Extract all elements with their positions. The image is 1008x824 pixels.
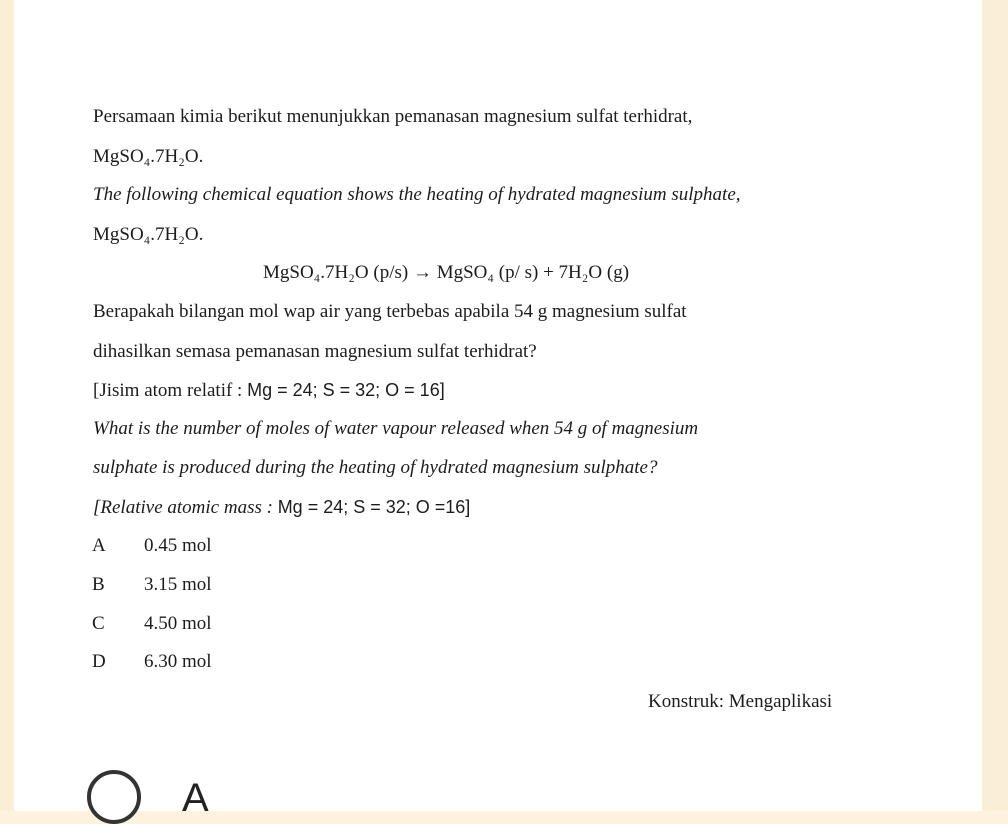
question-english-line1: What is the number of moles of water vapour released when 54 g of magnesium <box>93 418 699 439</box>
option-letter: D <box>92 651 106 672</box>
question-malay-line1: Berapakah bilangan mol wap air yang terbebas apabila 54 g magnesium sulfat <box>93 301 687 322</box>
option-letter: A <box>92 535 106 556</box>
intro-malay-formula: MgSO₄.7H₂O. <box>93 146 204 167</box>
equation-right-1: MgSO₄ <box>436 262 495 283</box>
equation-right-2: (p/ s) <box>494 262 544 283</box>
chemical-equation <box>263 262 629 284</box>
intro-english-formula: MgSO₄.7H₂O. <box>93 224 204 245</box>
intro-malay: Persamaan kimia berikut menunjukkan pemanasan magnesium sulfat terhidrat, <box>93 106 693 127</box>
relative-mass-malay-label: [Jisim atom relatif : <box>93 380 248 401</box>
relative-mass-malay-values: Mg = 24; S = 32; O = 16] <box>247 380 445 400</box>
option-d <box>92 651 212 673</box>
relative-mass-english <box>93 496 470 519</box>
answer-radio-button[interactable] <box>87 770 141 824</box>
question-english-line2: sulphate is produced during the heating of hydrated magnesium sulphate? <box>93 457 658 478</box>
arrow-icon: → <box>412 262 432 283</box>
option-text: 6.30 mol <box>144 651 212 672</box>
relative-mass-english-label: [Relative atomic mass : <box>93 497 278 518</box>
equation-left: MgSO₄.7H₂O (p/s) <box>263 262 409 283</box>
option-text: 0.45 mol <box>144 535 212 556</box>
option-text: 4.50 mol <box>144 613 212 634</box>
answer-choice-label[interactable]: A <box>182 776 209 820</box>
left-margin-band <box>0 0 14 811</box>
equation-right-3: + 7H₂O (g) <box>543 262 630 283</box>
option-b <box>92 574 212 596</box>
question-malay-line2: dihasilkan semasa pemanasan magnesium sulfat terhidrat? <box>93 341 537 362</box>
option-a <box>92 535 212 557</box>
intro-english: The following chemical equation shows the heating of hydrated magnesium sulphate, <box>93 184 741 205</box>
right-margin-band <box>982 0 1008 811</box>
option-c <box>92 613 212 635</box>
option-text: 3.15 mol <box>144 574 212 595</box>
option-letter: B <box>92 574 105 595</box>
construct-label: Konstruk: Mengaplikasi <box>648 691 833 712</box>
option-letter: C <box>92 613 105 634</box>
relative-mass-english-values: Mg = 24; S = 32; O =16] <box>277 497 471 517</box>
relative-mass-malay <box>93 379 445 402</box>
